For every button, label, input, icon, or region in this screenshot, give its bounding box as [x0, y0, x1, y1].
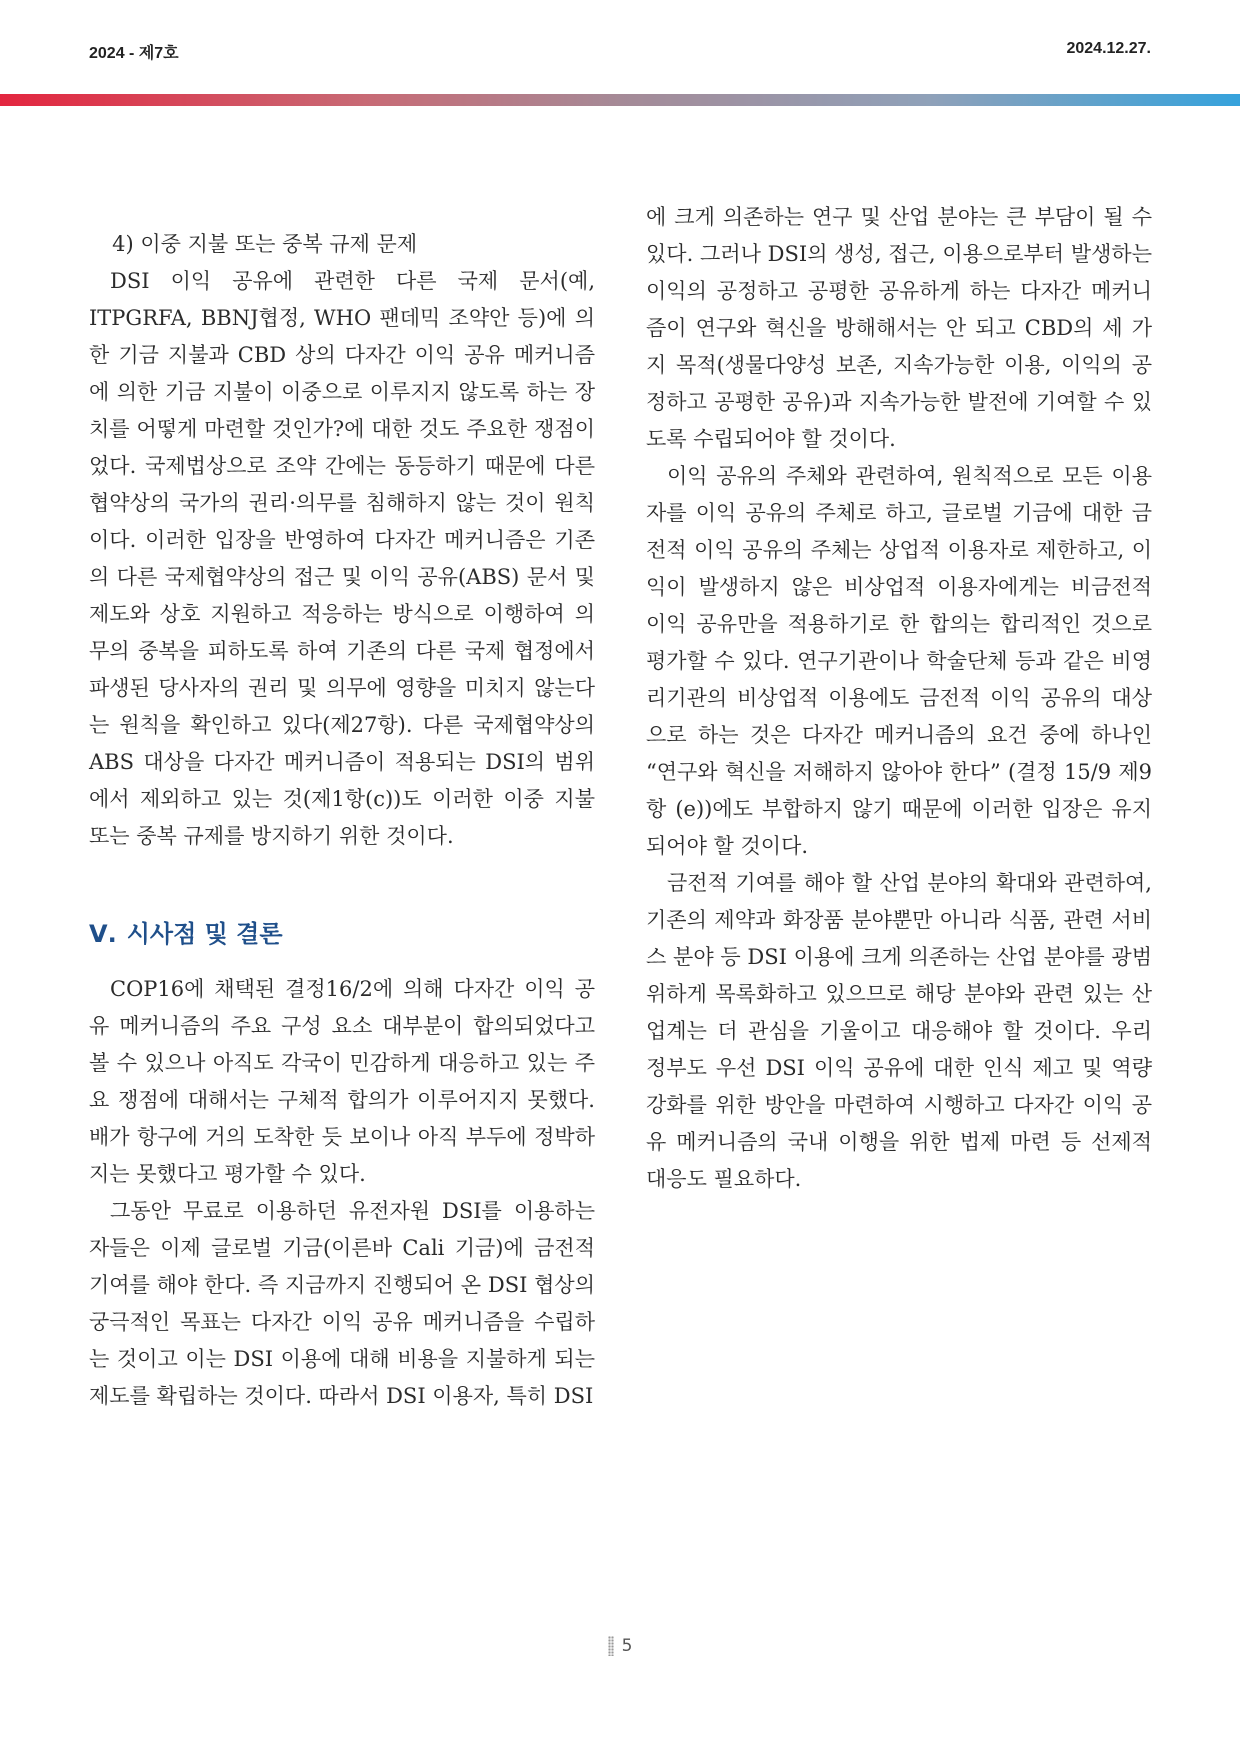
header-gradient-bar — [0, 94, 1240, 106]
left-column — [89, 226, 595, 1415]
page-header — [89, 40, 1151, 80]
paragraph: 금전적 기여를 해야 할 산업 분야의 확대와 관련하여, 기존의 제약과 화장품 분야뿐만 아니라 식품, 관련 서비스 분야 등 DSI 이용에 크게 의존하는 산업 분야를 광범위하게 목록화하고 있으므로 해당 분야와 관련 있는 산업계는 더 관심을 기울이고 대응해야 할 것이다. 우리 정부도 우선 DSI 이익 공유에 대한 인식 제고 및 역량 강화를 위한 방안을 마련하여 시행하고 다자간 이익 공유 메커니즘의 국내 이행을 위한 법제 마련 등 선제적 대응도 필요하다. — [646, 871, 1152, 1191]
issue-number: 2024 - 제7호 — [89, 45, 179, 62]
publication-date: 2024.12.27. — [1066, 40, 1151, 57]
paragraph: 이익 공유의 주체와 관련하여, 원칙적으로 모든 이용자를 이익 공유의 주체로 하고, 글로벌 기금에 대한 금전적 이익 공유의 주체는 상업적 이용자로 제한하고, 이익이 발생하지 않은 비상업적 이용자에게는 비금전적 이익 공유만을 적용하기로 한 합의는 합리적인 것으로 평가할 수 있다. 연구기관이나 학술단체 등과 같은 비영리기관의 비상업적 이용에도 금전적 이익 공유의 대상으로 하는 것은 다자간 메커니즘의 요건 중에 하나인 “연구와 혁신을 저해하지 않아야 한다” (결정 15/9 제9항 (e))에도 부합하지 않기 때문에 이러한 입장은 유지되어야 할 것이다. — [646, 464, 1152, 858]
page-number: 5 — [621, 1636, 633, 1656]
right-column — [646, 199, 1152, 1198]
paragraph: COP16에 채택된 결정16/2에 의해 다자간 이익 공유 메커니즘의 주요 구성 요소 대부분이 합의되었다고 볼 수 있으나 아직도 각국이 민감하게 대응하고 있는 주요 쟁점에 대해서는 구체적 합의가 이루어지지 못했다. 배가 항구에 거의 도착한 듯 보이나 아직 부두에 정박하지는 못했다고 평가할 수 있다. — [89, 977, 595, 1186]
paragraph-continuation: 에 크게 의존하는 연구 및 산업 분야는 큰 부담이 될 수 있다. 그러나 DSI의 생성, 접근, 이용으로부터 발생하는 이익의 공정하고 공평한 공유하게 하는 다자간 메커니즘이 연구와 혁신을 방해해서는 안 되고 CBD의 세 가지 목적(생물다양성 보존, 지속가능한 이용, 이익의 공정하고 공평한 공유)과 지속가능한 발전에 기여할 수 있도록 수립되어야 할 것이다. — [646, 205, 1152, 451]
paragraph: 그동안 무료로 이용하던 유전자원 DSI를 이용하는 자들은 이제 글로벌 기금(이른바 Cali 기금)에 금전적 기여를 해야 한다. 즉 지금까지 진행되어 온 DSI 협상의 궁극적인 목표는 다자간 이익 공유 메커니즘을 수립하는 것이고 이는 DSI 이용에 대해 비용을 지불하게 되는 제도를 확립하는 것이다. 따라서 DSI 이용자, 특히 DSI — [89, 1199, 595, 1408]
page-footer — [0, 1636, 1240, 1656]
section-number: Ⅴ. — [89, 920, 117, 948]
subsection-heading: 4) 이중 지불 또는 중복 규제 문제 — [112, 232, 418, 256]
paragraph: DSI 이익 공유에 관련한 다른 국제 문서(예, ITPGRFA, BBNJ협정, WHO 팬데믹 조약안 등)에 의한 기금 지불과 CBD 상의 다자간 이익 공유 메커니즘에 의한 기금 지불이 이중으로 이루지지 않도록 하는 장치를 어떻게 마련할 것인가?에 대한 것도 주요한 쟁점이었다. 국제법상으로 조약 간에는 동등하기 때문에 다른 협약상의 국가의 권리·의무를 침해하지 않는 것이 원칙이다. 이러한 입장을 반영하여 다자간 메커니즘은 기존의 다른 국제협약상의 접근 및 이익 공유(ABS) 문서 및 제도와 상호 지원하고 적응하는 방식으로 이행하여 의무의 중복을 피하도록 하여 기존의 다른 국제 협정에서 파생된 당사자의 권리 및 의무에 영향을 미치지 않는다는 원칙을 확인하고 있다(제27항). 다른 국제협약상의 ABS 대상을 다자간 메커니즘이 적용되는 DSI의 범위에서 제외하고 있는 것(제1항(c))도 이러한 이중 지불 또는 중복 규제를 방지하기 위한 것이다. — [89, 269, 595, 848]
section-heading — [89, 917, 595, 951]
dotted-marker-icon — [608, 1636, 614, 1656]
section-title: 시사점 및 결론 — [126, 920, 283, 948]
